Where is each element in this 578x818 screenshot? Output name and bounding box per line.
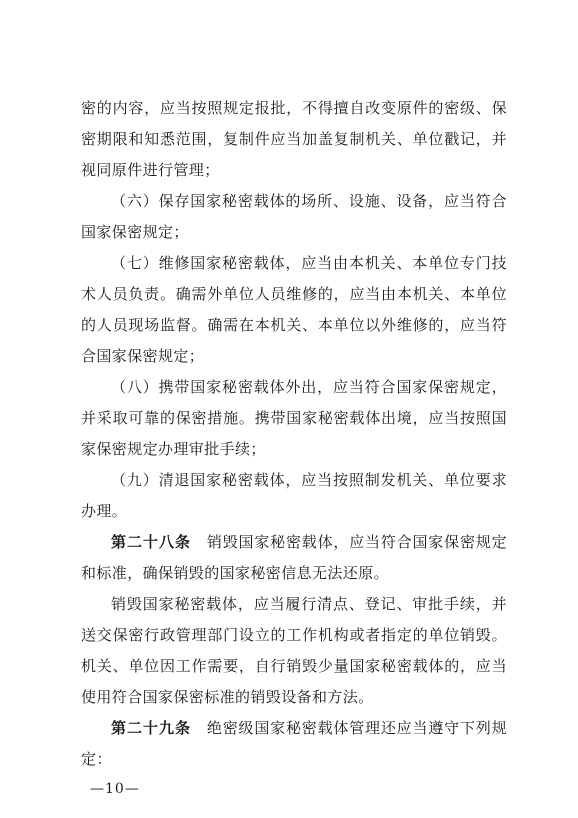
paragraph-text: （八）携带国家秘密载体外出，应当符合国家保密规定，并采取可靠的保密措施。携带国家秘密载体出境，应当按照国家保密规定办理审批手续；	[81, 378, 507, 458]
paragraph-text: 密的内容，应当按照规定报批，不得擅自改变原件的密级、保密期限和知悉范围，复制件应当加盖复制机关、单位戳记，并视同原件进行管理；	[81, 99, 507, 179]
paragraph-text: 绝密级国家秘密载体管理还应当遵守下列规定：	[81, 719, 507, 768]
paragraph-continuation	[81, 93, 507, 186]
paragraph-text: （七）维修国家秘密载体，应当由本机关、本单位专门技术人员负责。确需外单位人员维修的，应当由本机关、本单位的人员现场监督。确需在本机关、本单位以外维修的，应当符合国家保密规定；	[81, 254, 507, 365]
paragraph-item-7	[81, 248, 507, 372]
paragraph-destruction	[81, 589, 507, 713]
paragraph-text: 销毁国家秘密载体，应当履行清点、登记、审批手续，并送交保密行政管理部门设立的工作机构或者指定的单位销毁。机关、单位因工作需要，自行销毁少量国家秘密载体的，应当使用符合国家保密标准的销毁设备和方法。	[81, 595, 507, 706]
paragraph-text: 销毁国家秘密载体，应当符合国家保密规定和标准，确保销毁的国家秘密信息无法还原。	[81, 533, 507, 582]
document-body	[81, 93, 507, 775]
paragraph-item-6	[81, 186, 507, 248]
paragraph-item-9	[81, 465, 507, 527]
page-number: —10—	[90, 781, 140, 797]
article-29	[81, 713, 507, 775]
article-28	[81, 527, 507, 589]
paragraph-text: （六）保存国家秘密载体的场所、设施、设备，应当符合国家保密规定；	[81, 192, 507, 241]
article-number: 第二十九条	[111, 719, 192, 737]
article-number: 第二十八条	[111, 533, 192, 551]
paragraph-text: （九）清退国家秘密载体，应当按照制发机关、单位要求办理。	[81, 471, 507, 520]
paragraph-item-8	[81, 372, 507, 465]
